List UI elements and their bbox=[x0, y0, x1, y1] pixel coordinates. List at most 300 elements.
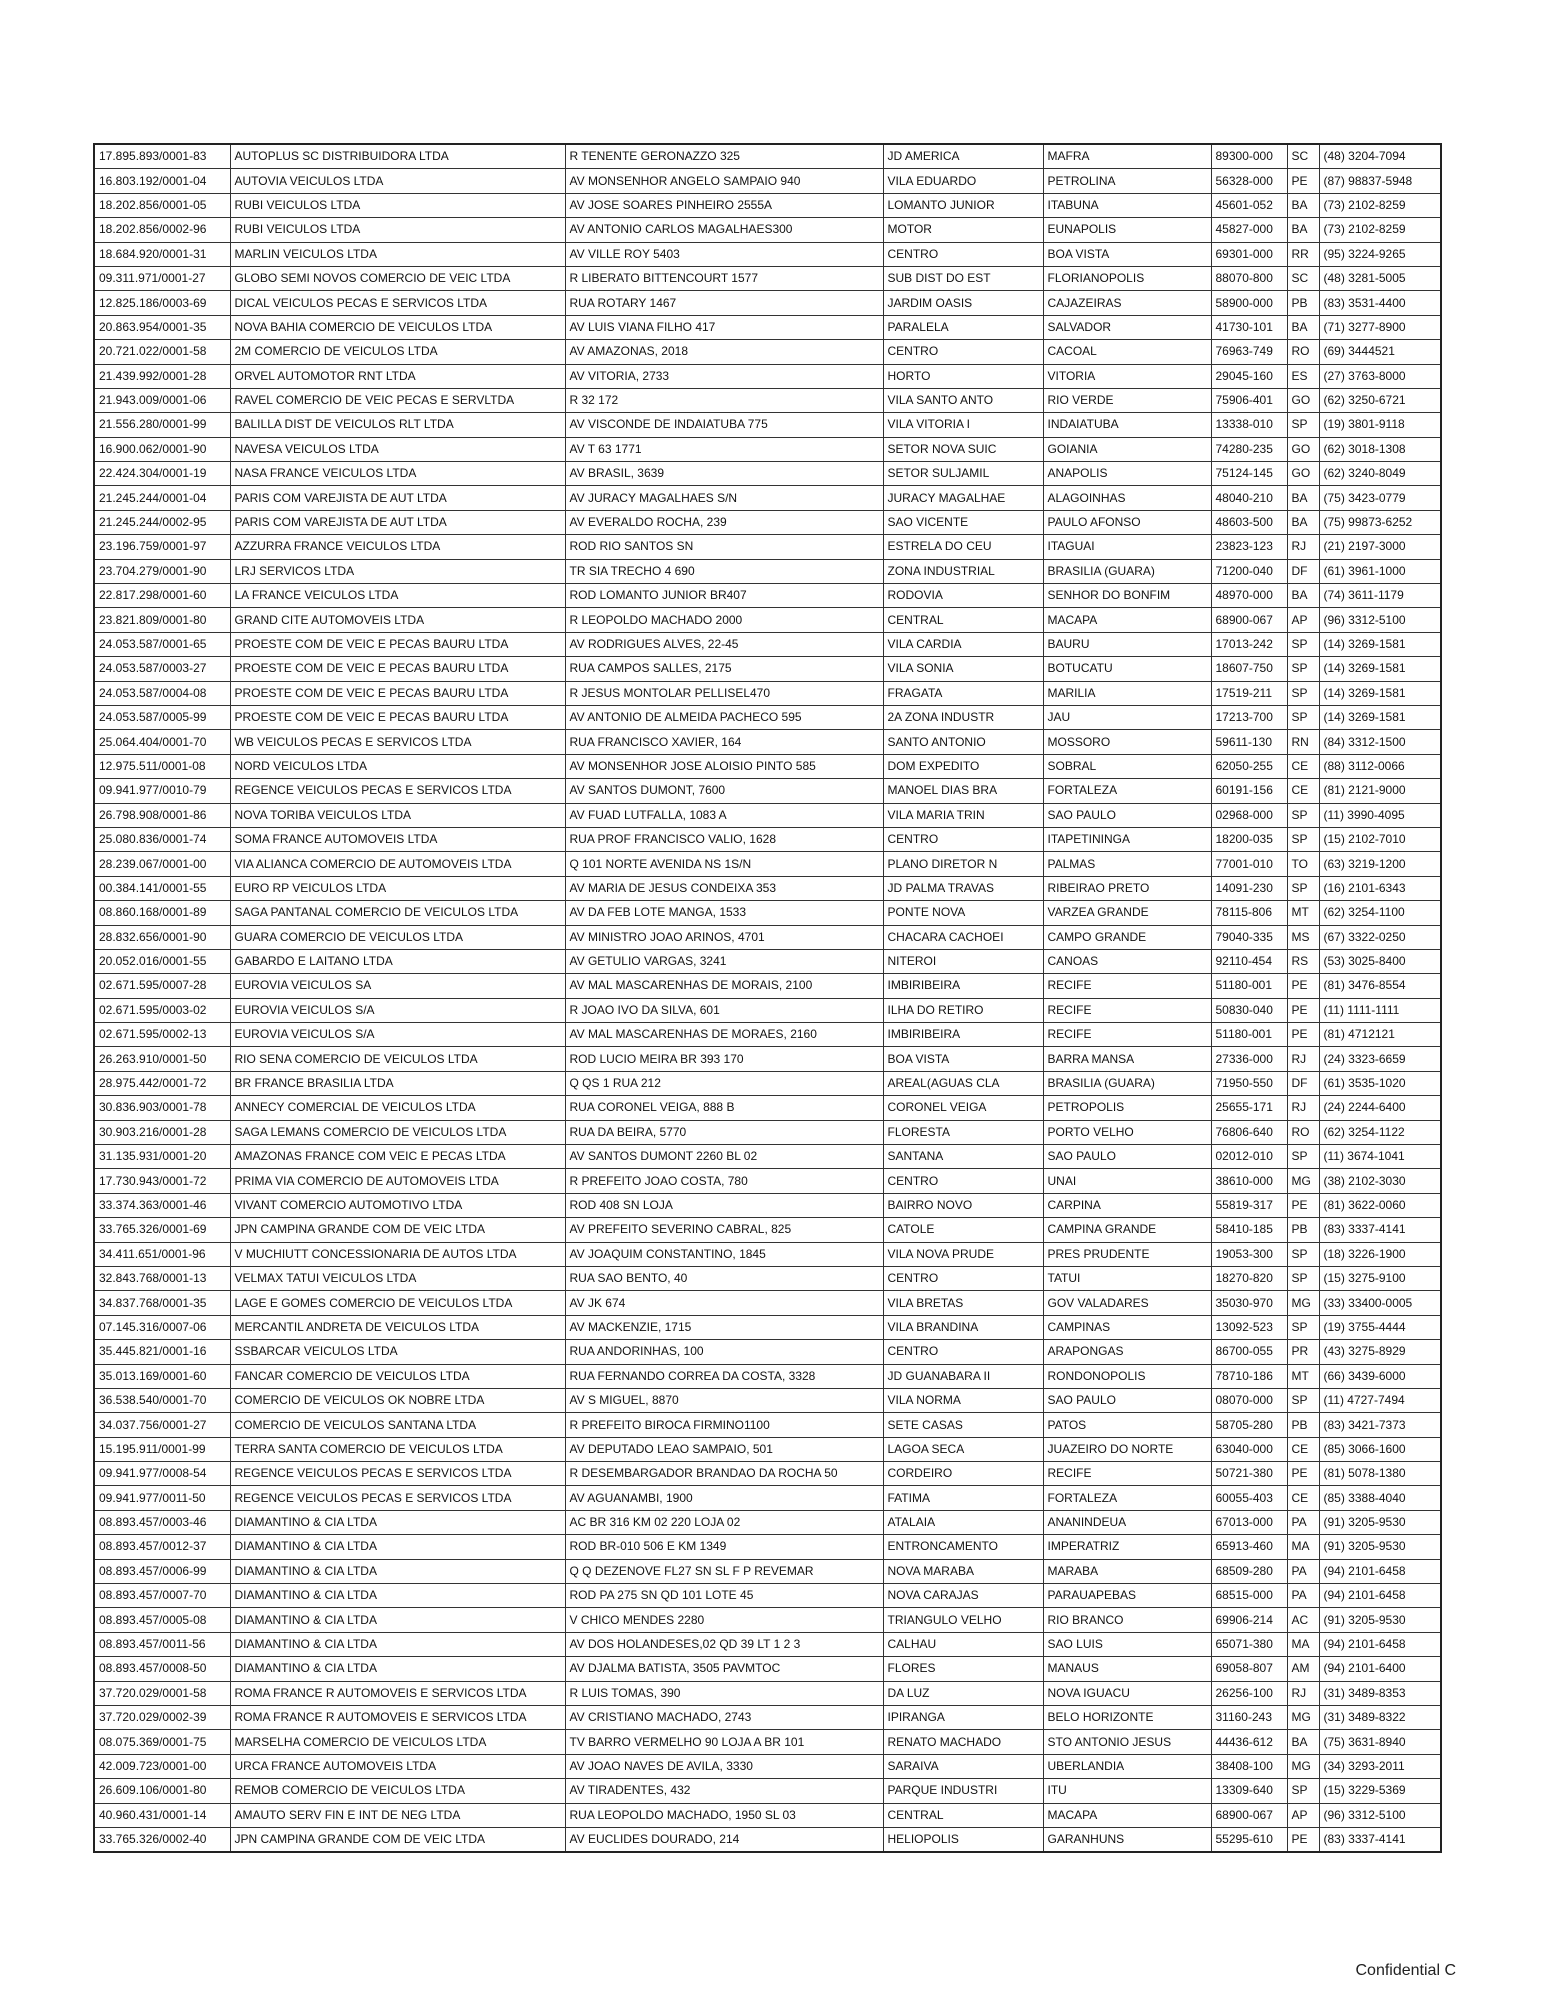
address-cell: R LUIS TOMAS, 390 bbox=[565, 1681, 883, 1705]
address-cell: ROD LOMANTO JUNIOR BR407 bbox=[565, 584, 883, 608]
address-cell: ROD 408 SN LOJA bbox=[565, 1193, 883, 1217]
cnpj-cell: 08.075.369/0001-75 bbox=[94, 1730, 230, 1754]
phone-cell: (31) 3489-8322 bbox=[1319, 1706, 1441, 1730]
city-cell: GOV VALADARES bbox=[1043, 1291, 1211, 1315]
address-cell: TR SIA TRECHO 4 690 bbox=[565, 559, 883, 583]
table-row bbox=[94, 1462, 1441, 1486]
state-cell: AP bbox=[1287, 1803, 1319, 1827]
city-cell: STO ANTONIO JESUS bbox=[1043, 1730, 1211, 1754]
city-cell: MARILIA bbox=[1043, 681, 1211, 705]
company-name-cell: PROESTE COM DE VEIC E PECAS BAURU LTDA bbox=[230, 705, 565, 729]
cep-cell: 17519-211 bbox=[1211, 681, 1287, 705]
city-cell: CAMPINA GRANDE bbox=[1043, 1218, 1211, 1242]
district-cell: CORONEL VEIGA bbox=[883, 1096, 1043, 1120]
company-name-cell: REMOB COMERCIO DE VEICULOS LTDA bbox=[230, 1779, 565, 1803]
company-name-cell: PARIS COM VAREJISTA DE AUT LTDA bbox=[230, 510, 565, 534]
cnpj-cell: 34.037.756/0001-27 bbox=[94, 1413, 230, 1437]
company-name-cell: EUROVIA VEICULOS S/A bbox=[230, 998, 565, 1022]
address-cell: AV TIRADENTES, 432 bbox=[565, 1779, 883, 1803]
state-cell: RJ bbox=[1287, 1096, 1319, 1120]
phone-cell: (91) 3205-9530 bbox=[1319, 1608, 1441, 1632]
phone-cell: (83) 3337-4141 bbox=[1319, 1218, 1441, 1242]
cep-cell: 62050-255 bbox=[1211, 754, 1287, 778]
cep-cell: 31160-243 bbox=[1211, 1706, 1287, 1730]
table-row bbox=[94, 388, 1441, 412]
table-row bbox=[94, 1584, 1441, 1608]
table-row bbox=[94, 1559, 1441, 1583]
phone-cell: (69) 3444521 bbox=[1319, 340, 1441, 364]
table-row bbox=[94, 1730, 1441, 1754]
cep-cell: 41730-101 bbox=[1211, 315, 1287, 339]
city-cell: ALAGOINHAS bbox=[1043, 486, 1211, 510]
phone-cell: (14) 3269-1581 bbox=[1319, 632, 1441, 656]
address-cell: AV DEPUTADO LEAO SAMPAIO, 501 bbox=[565, 1437, 883, 1461]
state-cell: MT bbox=[1287, 901, 1319, 925]
cnpj-cell: 18.202.856/0002-96 bbox=[94, 218, 230, 242]
city-cell: PALMAS bbox=[1043, 852, 1211, 876]
phone-cell: (73) 2102-8259 bbox=[1319, 193, 1441, 217]
company-name-cell: EUROVIA VEICULOS SA bbox=[230, 974, 565, 998]
cep-cell: 60191-156 bbox=[1211, 779, 1287, 803]
city-cell: BOTUCATU bbox=[1043, 657, 1211, 681]
company-name-cell: AMAUTO SERV FIN E INT DE NEG LTDA bbox=[230, 1803, 565, 1827]
cnpj-cell: 40.960.431/0001-14 bbox=[94, 1803, 230, 1827]
company-name-cell: PROESTE COM DE VEIC E PECAS BAURU LTDA bbox=[230, 632, 565, 656]
cep-cell: 44436-612 bbox=[1211, 1730, 1287, 1754]
cnpj-cell: 08.893.457/0011-56 bbox=[94, 1632, 230, 1656]
table-row bbox=[94, 510, 1441, 534]
table-row bbox=[94, 1632, 1441, 1656]
state-cell: CE bbox=[1287, 1437, 1319, 1461]
city-cell: BELO HORIZONTE bbox=[1043, 1706, 1211, 1730]
district-cell: CATOLE bbox=[883, 1218, 1043, 1242]
phone-cell: (15) 2102-7010 bbox=[1319, 827, 1441, 851]
state-cell: CE bbox=[1287, 754, 1319, 778]
phone-cell: (95) 3224-9265 bbox=[1319, 242, 1441, 266]
company-name-cell: NOVA BAHIA COMERCIO DE VEICULOS LTDA bbox=[230, 315, 565, 339]
address-cell: AV MAL MASCARENHAS DE MORAIS, 2100 bbox=[565, 974, 883, 998]
cnpj-cell: 02.671.595/0003-02 bbox=[94, 998, 230, 1022]
company-name-cell: VIVANT COMERCIO AUTOMOTIVO LTDA bbox=[230, 1193, 565, 1217]
district-cell: MANOEL DIAS BRA bbox=[883, 779, 1043, 803]
district-cell: VILA CARDIA bbox=[883, 632, 1043, 656]
city-cell: PRES PRUDENTE bbox=[1043, 1242, 1211, 1266]
district-cell: VILA SANTO ANTO bbox=[883, 388, 1043, 412]
district-cell: CENTRAL bbox=[883, 1803, 1043, 1827]
company-name-cell: SSBARCAR VEICULOS LTDA bbox=[230, 1340, 565, 1364]
cep-cell: 51180-001 bbox=[1211, 1023, 1287, 1047]
table-row bbox=[94, 1023, 1441, 1047]
phone-cell: (75) 3423-0779 bbox=[1319, 486, 1441, 510]
cnpj-cell: 35.445.821/0001-16 bbox=[94, 1340, 230, 1364]
company-name-cell: PROESTE COM DE VEIC E PECAS BAURU LTDA bbox=[230, 657, 565, 681]
cep-cell: 86700-055 bbox=[1211, 1340, 1287, 1364]
district-cell: CENTRO bbox=[883, 1169, 1043, 1193]
address-cell: AV JOAQUIM CONSTANTINO, 1845 bbox=[565, 1242, 883, 1266]
address-cell: R TENENTE GERONAZZO 325 bbox=[565, 144, 883, 169]
table-row bbox=[94, 827, 1441, 851]
cnpj-cell: 22.424.304/0001-19 bbox=[94, 462, 230, 486]
city-cell: SENHOR DO BONFIM bbox=[1043, 584, 1211, 608]
table-row bbox=[94, 340, 1441, 364]
state-cell: CE bbox=[1287, 1486, 1319, 1510]
phone-cell: (48) 3281-5005 bbox=[1319, 266, 1441, 290]
cnpj-cell: 17.895.893/0001-83 bbox=[94, 144, 230, 169]
district-cell: AREAL(AGUAS CLA bbox=[883, 1071, 1043, 1095]
phone-cell: (88) 3112-0066 bbox=[1319, 754, 1441, 778]
cnpj-cell: 00.384.141/0001-55 bbox=[94, 876, 230, 900]
cnpj-cell: 20.052.016/0001-55 bbox=[94, 949, 230, 973]
city-cell: UNAI bbox=[1043, 1169, 1211, 1193]
state-cell: SC bbox=[1287, 266, 1319, 290]
city-cell: PAULO AFONSO bbox=[1043, 510, 1211, 534]
company-name-cell: EURO RP VEICULOS LTDA bbox=[230, 876, 565, 900]
company-name-cell: DIAMANTINO & CIA LTDA bbox=[230, 1584, 565, 1608]
cnpj-cell: 28.239.067/0001-00 bbox=[94, 852, 230, 876]
company-name-cell: VELMAX TATUI VEICULOS LTDA bbox=[230, 1266, 565, 1290]
company-name-cell: AZZURRA FRANCE VEICULOS LTDA bbox=[230, 535, 565, 559]
address-cell: AV MACKENZIE, 1715 bbox=[565, 1315, 883, 1339]
city-cell: PATOS bbox=[1043, 1413, 1211, 1437]
address-cell: ROD RIO SANTOS SN bbox=[565, 535, 883, 559]
cep-cell: 68900-067 bbox=[1211, 1803, 1287, 1827]
cep-cell: 69058-807 bbox=[1211, 1657, 1287, 1681]
state-cell: RO bbox=[1287, 1120, 1319, 1144]
cnpj-cell: 36.538.540/0001-70 bbox=[94, 1388, 230, 1412]
cnpj-cell: 30.836.903/0001-78 bbox=[94, 1096, 230, 1120]
address-cell: RUA FERNANDO CORREA DA COSTA, 3328 bbox=[565, 1364, 883, 1388]
company-name-cell: GRAND CITE AUTOMOVEIS LTDA bbox=[230, 608, 565, 632]
cnpj-cell: 08.893.457/0003-46 bbox=[94, 1510, 230, 1534]
table-row bbox=[94, 1388, 1441, 1412]
address-cell: RUA LEOPOLDO MACHADO, 1950 SL 03 bbox=[565, 1803, 883, 1827]
state-cell: PE bbox=[1287, 974, 1319, 998]
city-cell: SAO PAULO bbox=[1043, 1388, 1211, 1412]
table-row bbox=[94, 1486, 1441, 1510]
table-row bbox=[94, 754, 1441, 778]
district-cell: ATALAIA bbox=[883, 1510, 1043, 1534]
address-cell: ROD BR-010 506 E KM 1349 bbox=[565, 1535, 883, 1559]
address-cell: AV DJALMA BATISTA, 3505 PAVMTOC bbox=[565, 1657, 883, 1681]
table-row bbox=[94, 242, 1441, 266]
district-cell: MOTOR bbox=[883, 218, 1043, 242]
cep-cell: 19053-300 bbox=[1211, 1242, 1287, 1266]
district-cell: CENTRAL bbox=[883, 608, 1043, 632]
cep-cell: 18607-750 bbox=[1211, 657, 1287, 681]
cep-cell: 18270-820 bbox=[1211, 1266, 1287, 1290]
table-row bbox=[94, 852, 1441, 876]
city-cell: FORTALEZA bbox=[1043, 1486, 1211, 1510]
phone-cell: (74) 3611-1179 bbox=[1319, 584, 1441, 608]
state-cell: RO bbox=[1287, 340, 1319, 364]
district-cell: IMBIRIBEIRA bbox=[883, 1023, 1043, 1047]
table-row bbox=[94, 1681, 1441, 1705]
address-cell: AV CRISTIANO MACHADO, 2743 bbox=[565, 1706, 883, 1730]
phone-cell: (14) 3269-1581 bbox=[1319, 681, 1441, 705]
state-cell: MG bbox=[1287, 1706, 1319, 1730]
address-cell: AV JOAO NAVES DE AVILA, 3330 bbox=[565, 1754, 883, 1778]
table-row bbox=[94, 1657, 1441, 1681]
address-cell: AV EUCLIDES DOURADO, 214 bbox=[565, 1827, 883, 1852]
state-cell: SC bbox=[1287, 144, 1319, 169]
state-cell: BA bbox=[1287, 1730, 1319, 1754]
company-name-cell: REGENCE VEICULOS PECAS E SERVICOS LTDA bbox=[230, 779, 565, 803]
address-cell: RUA SAO BENTO, 40 bbox=[565, 1266, 883, 1290]
cep-cell: 68509-280 bbox=[1211, 1559, 1287, 1583]
address-cell: AV VITORIA, 2733 bbox=[565, 364, 883, 388]
address-cell: AV T 63 1771 bbox=[565, 437, 883, 461]
cnpj-cell: 20.863.954/0001-35 bbox=[94, 315, 230, 339]
table-row bbox=[94, 681, 1441, 705]
phone-cell: (83) 3421-7373 bbox=[1319, 1413, 1441, 1437]
cnpj-cell: 20.721.022/0001-58 bbox=[94, 340, 230, 364]
table-row bbox=[94, 974, 1441, 998]
phone-cell: (81) 4712121 bbox=[1319, 1023, 1441, 1047]
table-row bbox=[94, 169, 1441, 193]
phone-cell: (11) 3674-1041 bbox=[1319, 1145, 1441, 1169]
city-cell: CARPINA bbox=[1043, 1193, 1211, 1217]
district-cell: VILA SONIA bbox=[883, 657, 1043, 681]
cep-cell: 51180-001 bbox=[1211, 974, 1287, 998]
state-cell: PE bbox=[1287, 1462, 1319, 1486]
address-cell: AC BR 316 KM 02 220 LOJA 02 bbox=[565, 1510, 883, 1534]
company-name-cell: BR FRANCE BRASILIA LTDA bbox=[230, 1071, 565, 1095]
cep-cell: 89300-000 bbox=[1211, 144, 1287, 169]
cep-cell: 88070-800 bbox=[1211, 266, 1287, 290]
state-cell: CE bbox=[1287, 779, 1319, 803]
phone-cell: (19) 3755-4444 bbox=[1319, 1315, 1441, 1339]
company-name-cell: LAGE E GOMES COMERCIO DE VEICULOS LTDA bbox=[230, 1291, 565, 1315]
table-row bbox=[94, 364, 1441, 388]
cep-cell: 92110-454 bbox=[1211, 949, 1287, 973]
table-row bbox=[94, 657, 1441, 681]
address-cell: R JOAO IVO DA SILVA, 601 bbox=[565, 998, 883, 1022]
state-cell: PE bbox=[1287, 1193, 1319, 1217]
cep-cell: 58900-000 bbox=[1211, 291, 1287, 315]
company-name-cell: RAVEL COMERCIO DE VEIC PECAS E SERVLTDA bbox=[230, 388, 565, 412]
state-cell: PE bbox=[1287, 169, 1319, 193]
company-name-cell: NASA FRANCE VEICULOS LTDA bbox=[230, 462, 565, 486]
address-cell: AV LUIS VIANA FILHO 417 bbox=[565, 315, 883, 339]
address-cell: AV JOSE SOARES PINHEIRO 2555A bbox=[565, 193, 883, 217]
company-name-cell: VIA ALIANCA COMERCIO DE AUTOMOVEIS LTDA bbox=[230, 852, 565, 876]
cep-cell: 35030-970 bbox=[1211, 1291, 1287, 1315]
state-cell: PE bbox=[1287, 1827, 1319, 1852]
phone-cell: (31) 3489-8353 bbox=[1319, 1681, 1441, 1705]
table-row bbox=[94, 949, 1441, 973]
cep-cell: 26256-100 bbox=[1211, 1681, 1287, 1705]
city-cell: PARAUAPEBAS bbox=[1043, 1584, 1211, 1608]
cnpj-cell: 02.671.595/0007-28 bbox=[94, 974, 230, 998]
company-name-cell: NORD VEICULOS LTDA bbox=[230, 754, 565, 778]
cep-cell: 75906-401 bbox=[1211, 388, 1287, 412]
district-cell: JD PALMA TRAVAS bbox=[883, 876, 1043, 900]
cnpj-cell: 22.817.298/0001-60 bbox=[94, 584, 230, 608]
city-cell: GOIANIA bbox=[1043, 437, 1211, 461]
address-cell: AV MAL MASCARENHAS DE MORAES, 2160 bbox=[565, 1023, 883, 1047]
state-cell: PE bbox=[1287, 1023, 1319, 1047]
state-cell: SP bbox=[1287, 1388, 1319, 1412]
city-cell: BARRA MANSA bbox=[1043, 1047, 1211, 1071]
company-name-cell: LRJ SERVICOS LTDA bbox=[230, 559, 565, 583]
dealer-table bbox=[93, 143, 1442, 1853]
table-row bbox=[94, 1706, 1441, 1730]
phone-cell: (84) 3312-1500 bbox=[1319, 730, 1441, 754]
city-cell: CAMPO GRANDE bbox=[1043, 925, 1211, 949]
phone-cell: (15) 3275-9100 bbox=[1319, 1266, 1441, 1290]
district-cell: SANTO ANTONIO bbox=[883, 730, 1043, 754]
cep-cell: 14091-230 bbox=[1211, 876, 1287, 900]
cep-cell: 48603-500 bbox=[1211, 510, 1287, 534]
city-cell: BRASILIA (GUARA) bbox=[1043, 1071, 1211, 1095]
city-cell: JAU bbox=[1043, 705, 1211, 729]
address-cell: AV EVERALDO ROCHA, 239 bbox=[565, 510, 883, 534]
phone-cell: (24) 2244-6400 bbox=[1319, 1096, 1441, 1120]
phone-cell: (18) 3226-1900 bbox=[1319, 1242, 1441, 1266]
company-name-cell: JPN CAMPINA GRANDE COM DE VEIC LTDA bbox=[230, 1827, 565, 1852]
table-row bbox=[94, 535, 1441, 559]
phone-cell: (94) 2101-6458 bbox=[1319, 1632, 1441, 1656]
cnpj-cell: 25.080.836/0001-74 bbox=[94, 827, 230, 851]
table-row bbox=[94, 584, 1441, 608]
cnpj-cell: 31.135.931/0001-20 bbox=[94, 1145, 230, 1169]
table-row bbox=[94, 559, 1441, 583]
cep-cell: 50830-040 bbox=[1211, 998, 1287, 1022]
phone-cell: (62) 3250-6721 bbox=[1319, 388, 1441, 412]
phone-cell: (21) 2197-3000 bbox=[1319, 535, 1441, 559]
city-cell: MACAPA bbox=[1043, 1803, 1211, 1827]
cnpj-cell: 24.053.587/0003-27 bbox=[94, 657, 230, 681]
state-cell: PE bbox=[1287, 998, 1319, 1022]
company-name-cell: V MUCHIUTT CONCESSIONARIA DE AUTOS LTDA bbox=[230, 1242, 565, 1266]
city-cell: MAFRA bbox=[1043, 144, 1211, 169]
cep-cell: 38408-100 bbox=[1211, 1754, 1287, 1778]
cep-cell: 74280-235 bbox=[1211, 437, 1287, 461]
phone-cell: (16) 2101-6343 bbox=[1319, 876, 1441, 900]
city-cell: BRASILIA (GUARA) bbox=[1043, 559, 1211, 583]
state-cell: PA bbox=[1287, 1559, 1319, 1583]
city-cell: RIBEIRAO PRETO bbox=[1043, 876, 1211, 900]
district-cell: HELIOPOLIS bbox=[883, 1827, 1043, 1852]
phone-cell: (73) 2102-8259 bbox=[1319, 218, 1441, 242]
address-cell: AV MARIA DE JESUS CONDEIXA 353 bbox=[565, 876, 883, 900]
state-cell: BA bbox=[1287, 193, 1319, 217]
company-name-cell: URCA FRANCE AUTOMOVEIS LTDA bbox=[230, 1754, 565, 1778]
state-cell: MT bbox=[1287, 1364, 1319, 1388]
cnpj-cell: 12.825.186/0003-69 bbox=[94, 291, 230, 315]
state-cell: RJ bbox=[1287, 1047, 1319, 1071]
company-name-cell: SOMA FRANCE AUTOMOVEIS LTDA bbox=[230, 827, 565, 851]
cnpj-cell: 33.765.326/0002-40 bbox=[94, 1827, 230, 1852]
phone-cell: (11) 4727-7494 bbox=[1319, 1388, 1441, 1412]
cnpj-cell: 30.903.216/0001-28 bbox=[94, 1120, 230, 1144]
cnpj-cell: 18.684.920/0001-31 bbox=[94, 242, 230, 266]
cnpj-cell: 08.893.457/0007-70 bbox=[94, 1584, 230, 1608]
table-row bbox=[94, 608, 1441, 632]
cep-cell: 55819-317 bbox=[1211, 1193, 1287, 1217]
district-cell: LAGOA SECA bbox=[883, 1437, 1043, 1461]
phone-cell: (75) 3631-8940 bbox=[1319, 1730, 1441, 1754]
company-name-cell: DIAMANTINO & CIA LTDA bbox=[230, 1608, 565, 1632]
company-name-cell: TERRA SANTA COMERCIO DE VEICULOS LTDA bbox=[230, 1437, 565, 1461]
cep-cell: 29045-160 bbox=[1211, 364, 1287, 388]
cep-cell: 71200-040 bbox=[1211, 559, 1287, 583]
state-cell: BA bbox=[1287, 218, 1319, 242]
cep-cell: 68515-000 bbox=[1211, 1584, 1287, 1608]
city-cell: SOBRAL bbox=[1043, 754, 1211, 778]
state-cell: GO bbox=[1287, 388, 1319, 412]
district-cell: VILA BRANDINA bbox=[883, 1315, 1043, 1339]
district-cell: ZONA INDUSTRIAL bbox=[883, 559, 1043, 583]
state-cell: DF bbox=[1287, 559, 1319, 583]
phone-cell: (83) 3531-4400 bbox=[1319, 291, 1441, 315]
address-cell: AV AMAZONAS, 2018 bbox=[565, 340, 883, 364]
company-name-cell: NOVA TORIBA VEICULOS LTDA bbox=[230, 803, 565, 827]
district-cell: PLANO DIRETOR N bbox=[883, 852, 1043, 876]
cep-cell: 67013-000 bbox=[1211, 1510, 1287, 1534]
address-cell: AV VISCONDE DE INDAIATUBA 775 bbox=[565, 413, 883, 437]
district-cell: BOA VISTA bbox=[883, 1047, 1043, 1071]
phone-cell: (11) 1111-1111 bbox=[1319, 998, 1441, 1022]
phone-cell: (85) 3066-1600 bbox=[1319, 1437, 1441, 1461]
company-name-cell: GLOBO SEMI NOVOS COMERCIO DE VEIC LTDA bbox=[230, 266, 565, 290]
cep-cell: 27336-000 bbox=[1211, 1047, 1287, 1071]
city-cell: INDAIATUBA bbox=[1043, 413, 1211, 437]
state-cell: RJ bbox=[1287, 1681, 1319, 1705]
address-cell: V CHICO MENDES 2280 bbox=[565, 1608, 883, 1632]
table-row bbox=[94, 1071, 1441, 1095]
state-cell: PB bbox=[1287, 1413, 1319, 1437]
cep-cell: 45601-052 bbox=[1211, 193, 1287, 217]
city-cell: RECIFE bbox=[1043, 1023, 1211, 1047]
district-cell: PARALELA bbox=[883, 315, 1043, 339]
district-cell: NOVA CARAJAS bbox=[883, 1584, 1043, 1608]
cnpj-cell: 15.195.911/0001-99 bbox=[94, 1437, 230, 1461]
table-row bbox=[94, 1193, 1441, 1217]
address-cell: AV JURACY MAGALHAES S/N bbox=[565, 486, 883, 510]
table-row bbox=[94, 1315, 1441, 1339]
city-cell: BOA VISTA bbox=[1043, 242, 1211, 266]
address-cell: ROD PA 275 SN QD 101 LOTE 45 bbox=[565, 1584, 883, 1608]
address-cell: RUA PROF FRANCISCO VALIO, 1628 bbox=[565, 827, 883, 851]
cnpj-cell: 07.145.316/0007-06 bbox=[94, 1315, 230, 1339]
phone-cell: (67) 3322-0250 bbox=[1319, 925, 1441, 949]
state-cell: MA bbox=[1287, 1535, 1319, 1559]
state-cell: MA bbox=[1287, 1632, 1319, 1656]
cnpj-cell: 28.975.442/0001-72 bbox=[94, 1071, 230, 1095]
table-row bbox=[94, 1096, 1441, 1120]
district-cell: SAO VICENTE bbox=[883, 510, 1043, 534]
cep-cell: 79040-335 bbox=[1211, 925, 1287, 949]
table-row bbox=[94, 1364, 1441, 1388]
phone-cell: (62) 3254-1100 bbox=[1319, 901, 1441, 925]
company-name-cell: MARSELHA COMERCIO DE VEICULOS LTDA bbox=[230, 1730, 565, 1754]
cep-cell: 58410-185 bbox=[1211, 1218, 1287, 1242]
table-row bbox=[94, 144, 1441, 169]
cnpj-cell: 08.893.457/0005-08 bbox=[94, 1608, 230, 1632]
address-cell: R LEOPOLDO MACHADO 2000 bbox=[565, 608, 883, 632]
district-cell: BAIRRO NOVO bbox=[883, 1193, 1043, 1217]
district-cell: TRIANGULO VELHO bbox=[883, 1608, 1043, 1632]
cep-cell: 50721-380 bbox=[1211, 1462, 1287, 1486]
district-cell: VILA VITORIA I bbox=[883, 413, 1043, 437]
city-cell: NOVA IGUACU bbox=[1043, 1681, 1211, 1705]
cnpj-cell: 24.053.587/0005-99 bbox=[94, 705, 230, 729]
company-name-cell: RIO SENA COMERCIO DE VEICULOS LTDA bbox=[230, 1047, 565, 1071]
district-cell: SANTANA bbox=[883, 1145, 1043, 1169]
address-cell: RUA CORONEL VEIGA, 888 B bbox=[565, 1096, 883, 1120]
address-cell: AV FUAD LUTFALLA, 1083 A bbox=[565, 803, 883, 827]
